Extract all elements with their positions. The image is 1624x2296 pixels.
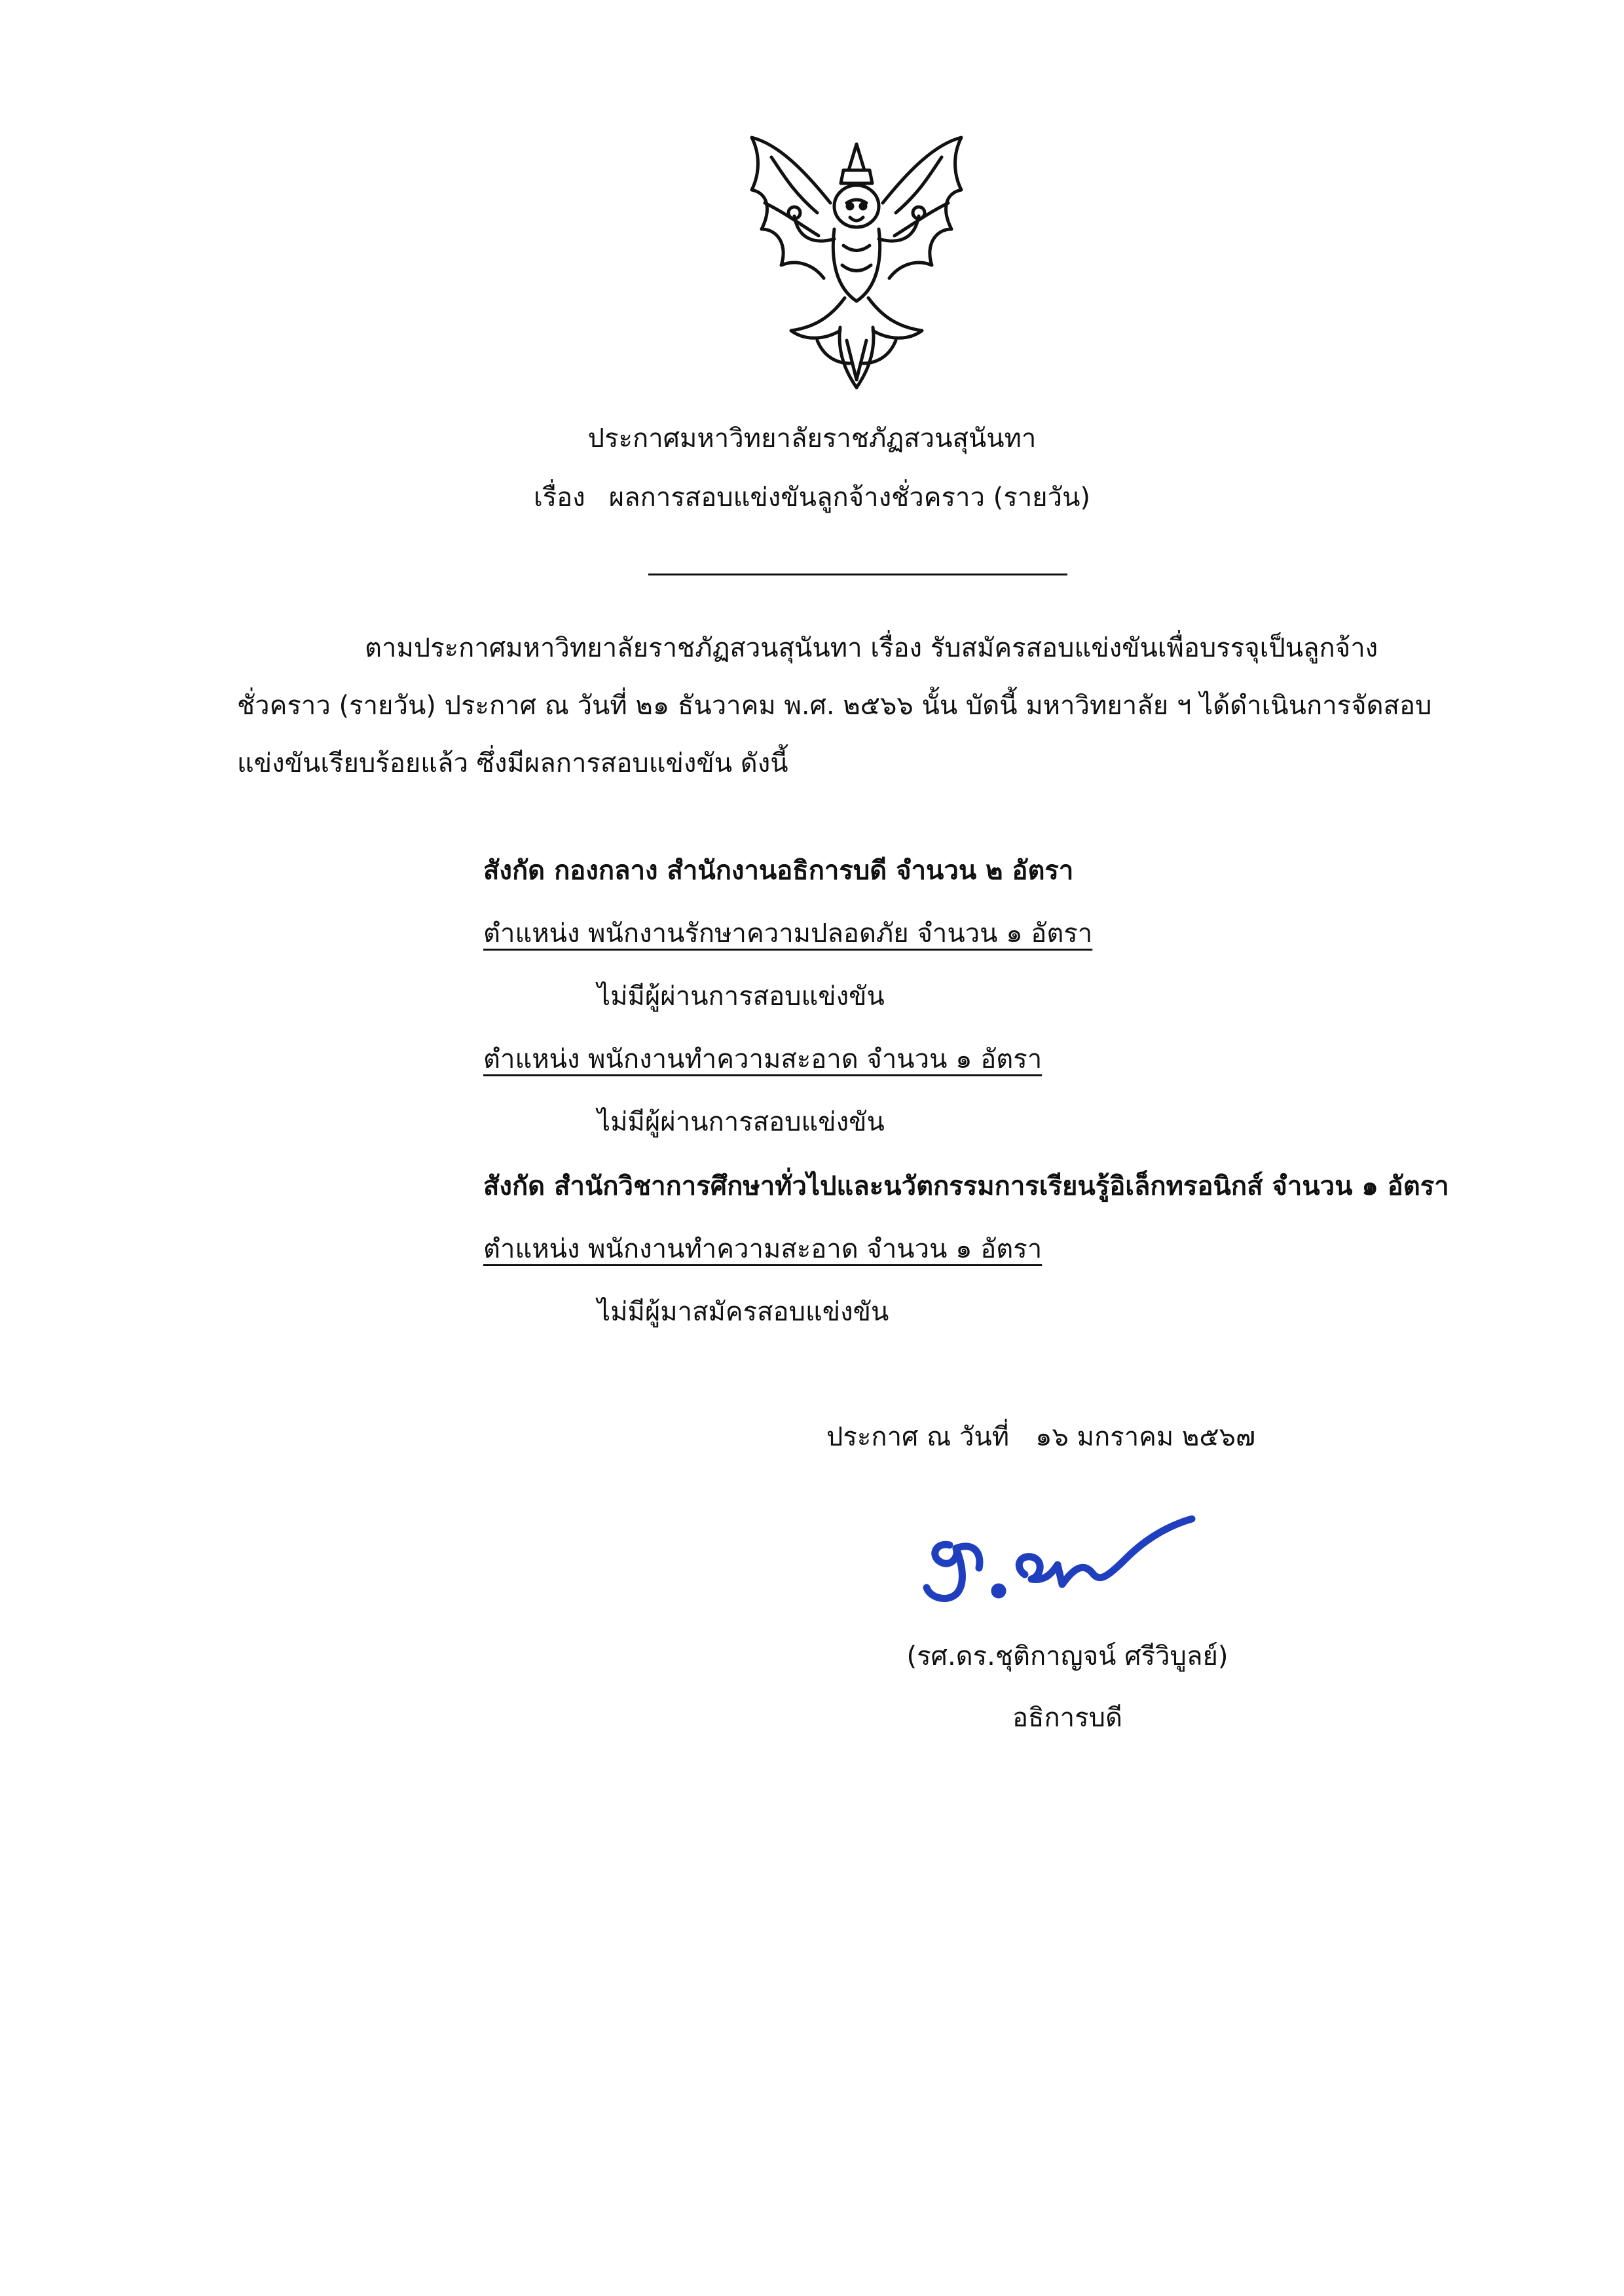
position-result: ไม่มีผู้มาสมัครสอบแข่งขัน <box>597 1297 889 1327</box>
signer-title: อธิการบดี <box>1012 1703 1122 1733</box>
garuda-emblem-icon <box>732 131 981 393</box>
subject-label: เรื่อง <box>533 483 585 513</box>
position-title: ตำแหน่ง พนักงานรักษาความปลอดภัย จำนวน ๑ อัตรา <box>483 919 1093 949</box>
position-result: ไม่มีผู้ผ่านการสอบแข่งขัน <box>597 1107 885 1137</box>
unit-heading: สังกัด สำนักวิชาการศึกษาทั่วไปและนวัตกรรมการเรียนรู้อิเล็กทรอนิกส์ จำนวน ๑ อัตรา <box>483 1171 1449 1201</box>
handwritten-signature <box>910 1506 1211 1611</box>
unit-heading: สังกัด กองกลาง สำนักงานอธิการบดี จำนวน ๒ อัตรา <box>483 856 1074 886</box>
position-result: ไม่มีผู้ผ่านการสอบแข่งขัน <box>597 981 885 1011</box>
header-divider <box>648 574 1067 575</box>
announcement-date <box>826 1417 1255 1457</box>
signer-name: (รศ.ดร.ชุติกาญจน์ ศรีวิบูลย์) <box>906 1641 1228 1671</box>
document-subject <box>0 478 1624 517</box>
date-value: ๑๖ มกราคม ๒๕๖๗ <box>1035 1422 1256 1452</box>
paragraph-line: ตามประกาศมหาวิทยาลัยราชภัฏสวนสุนันทา เรื่อง รับสมัครสอบแข่งขันเพื่อบรรจุเป็นลูกจ้าง <box>365 633 1378 663</box>
date-label: ประกาศ ณ วันที่ <box>826 1422 1010 1452</box>
paragraph-line: แข่งขันเรียบร้อยแล้ว ซึ่งมีผลการสอบแข่งขัน ดังนี้ <box>237 748 788 778</box>
position-title: ตำแหน่ง พนักงานทำความสะอาด จำนวน ๑ อัตรา <box>483 1234 1043 1264</box>
document-title: ประกาศมหาวิทยาลัยราชภัฏสวนสุนันทา <box>587 424 1037 454</box>
paragraph-line: ชั่วคราว (รายวัน) ประกาศ ณ วันที่ ๒๑ ธันวาคม พ.ศ. ๒๕๖๖ นั้น บัดนี้ มหาวิทยาลัย ฯ ได้ดำเนินการจัดสอบ <box>237 691 1432 721</box>
position-title: ตำแหน่ง พนักงานทำความสะอาด จำนวน ๑ อัตรา <box>483 1044 1043 1074</box>
subject-text: ผลการสอบแข่งขันลูกจ้างชั่วคราว (รายวัน) <box>608 483 1091 513</box>
